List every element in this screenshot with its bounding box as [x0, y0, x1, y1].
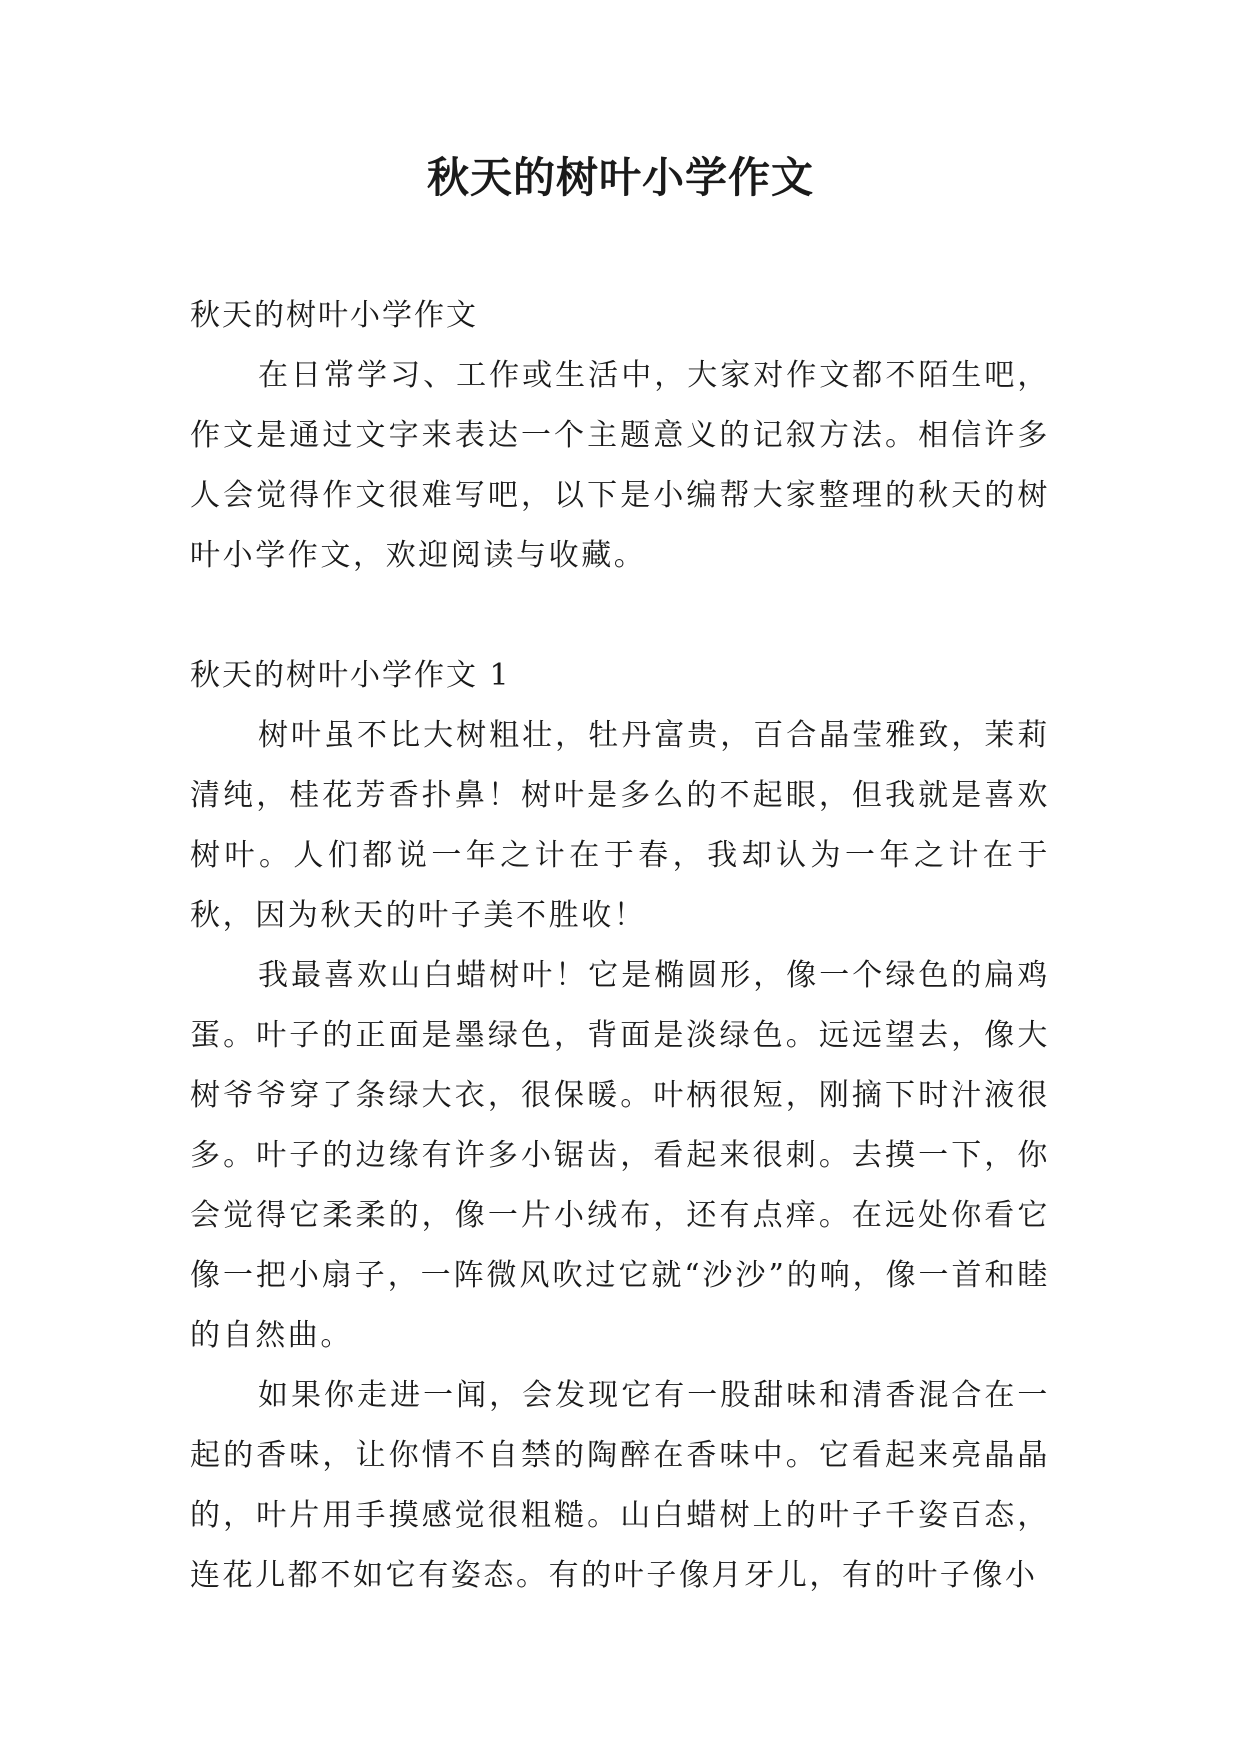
subtitle-line: 秋天的树叶小学作文 [190, 298, 478, 333]
section-heading: 秋天的树叶小学作文 1 [190, 658, 511, 693]
body-paragraph-3: 如果你走进一闻，会发现它有一股甜味和清香混合在一起的香味，让你情不自禁的陶醉在香味中。它看起来亮晶晶的，叶片用手摸感觉很粗糙。山白蜡树上的叶子千姿百态，连花儿都不如它有姿态。有的叶子像月牙儿，有的叶子像小 [190, 1378, 1050, 1593]
body-paragraph-2: 我最喜欢山白蜡树叶！它是椭圆形，像一个绿色的扁鸡蛋。叶子的正面是墨绿色，背面是淡绿色。远远望去，像大树爷爷穿了条绿大衣，很保暖。叶柄很短，刚摘下时汁液很多。叶子的边缘有许多小锯齿，看起来很刺。去摸一下，你会觉得它柔柔的，像一片小绒布，还有点痒。在远处你看它像一把小扇子，一阵微风吹过它就“沙沙”的响，像一首和睦的自然曲。 [190, 958, 1050, 1353]
document-body [190, 286, 1050, 1606]
section-spacer [190, 586, 1050, 646]
body-paragraph-1: 树叶虽不比大树粗壮，牡丹富贵，百合晶莹雅致，茉莉清纯，桂花芳香扑鼻！树叶是多么的不起眼，但我就是喜欢树叶。人们都说一年之计在于春，我却认为一年之计在于秋，因为秋天的叶子美不胜收！ [190, 718, 1050, 933]
intro-paragraph: 在日常学习、工作或生活中，大家对作文都不陌生吧，作文是通过文字来表达一个主题意义的记叙方法。相信许多人会觉得作文很难写吧，以下是小编帮大家整理的秋天的树叶小学作文，欢迎阅读与收藏。 [190, 358, 1050, 573]
document-title: 秋天的树叶小学作文 [426, 153, 814, 202]
